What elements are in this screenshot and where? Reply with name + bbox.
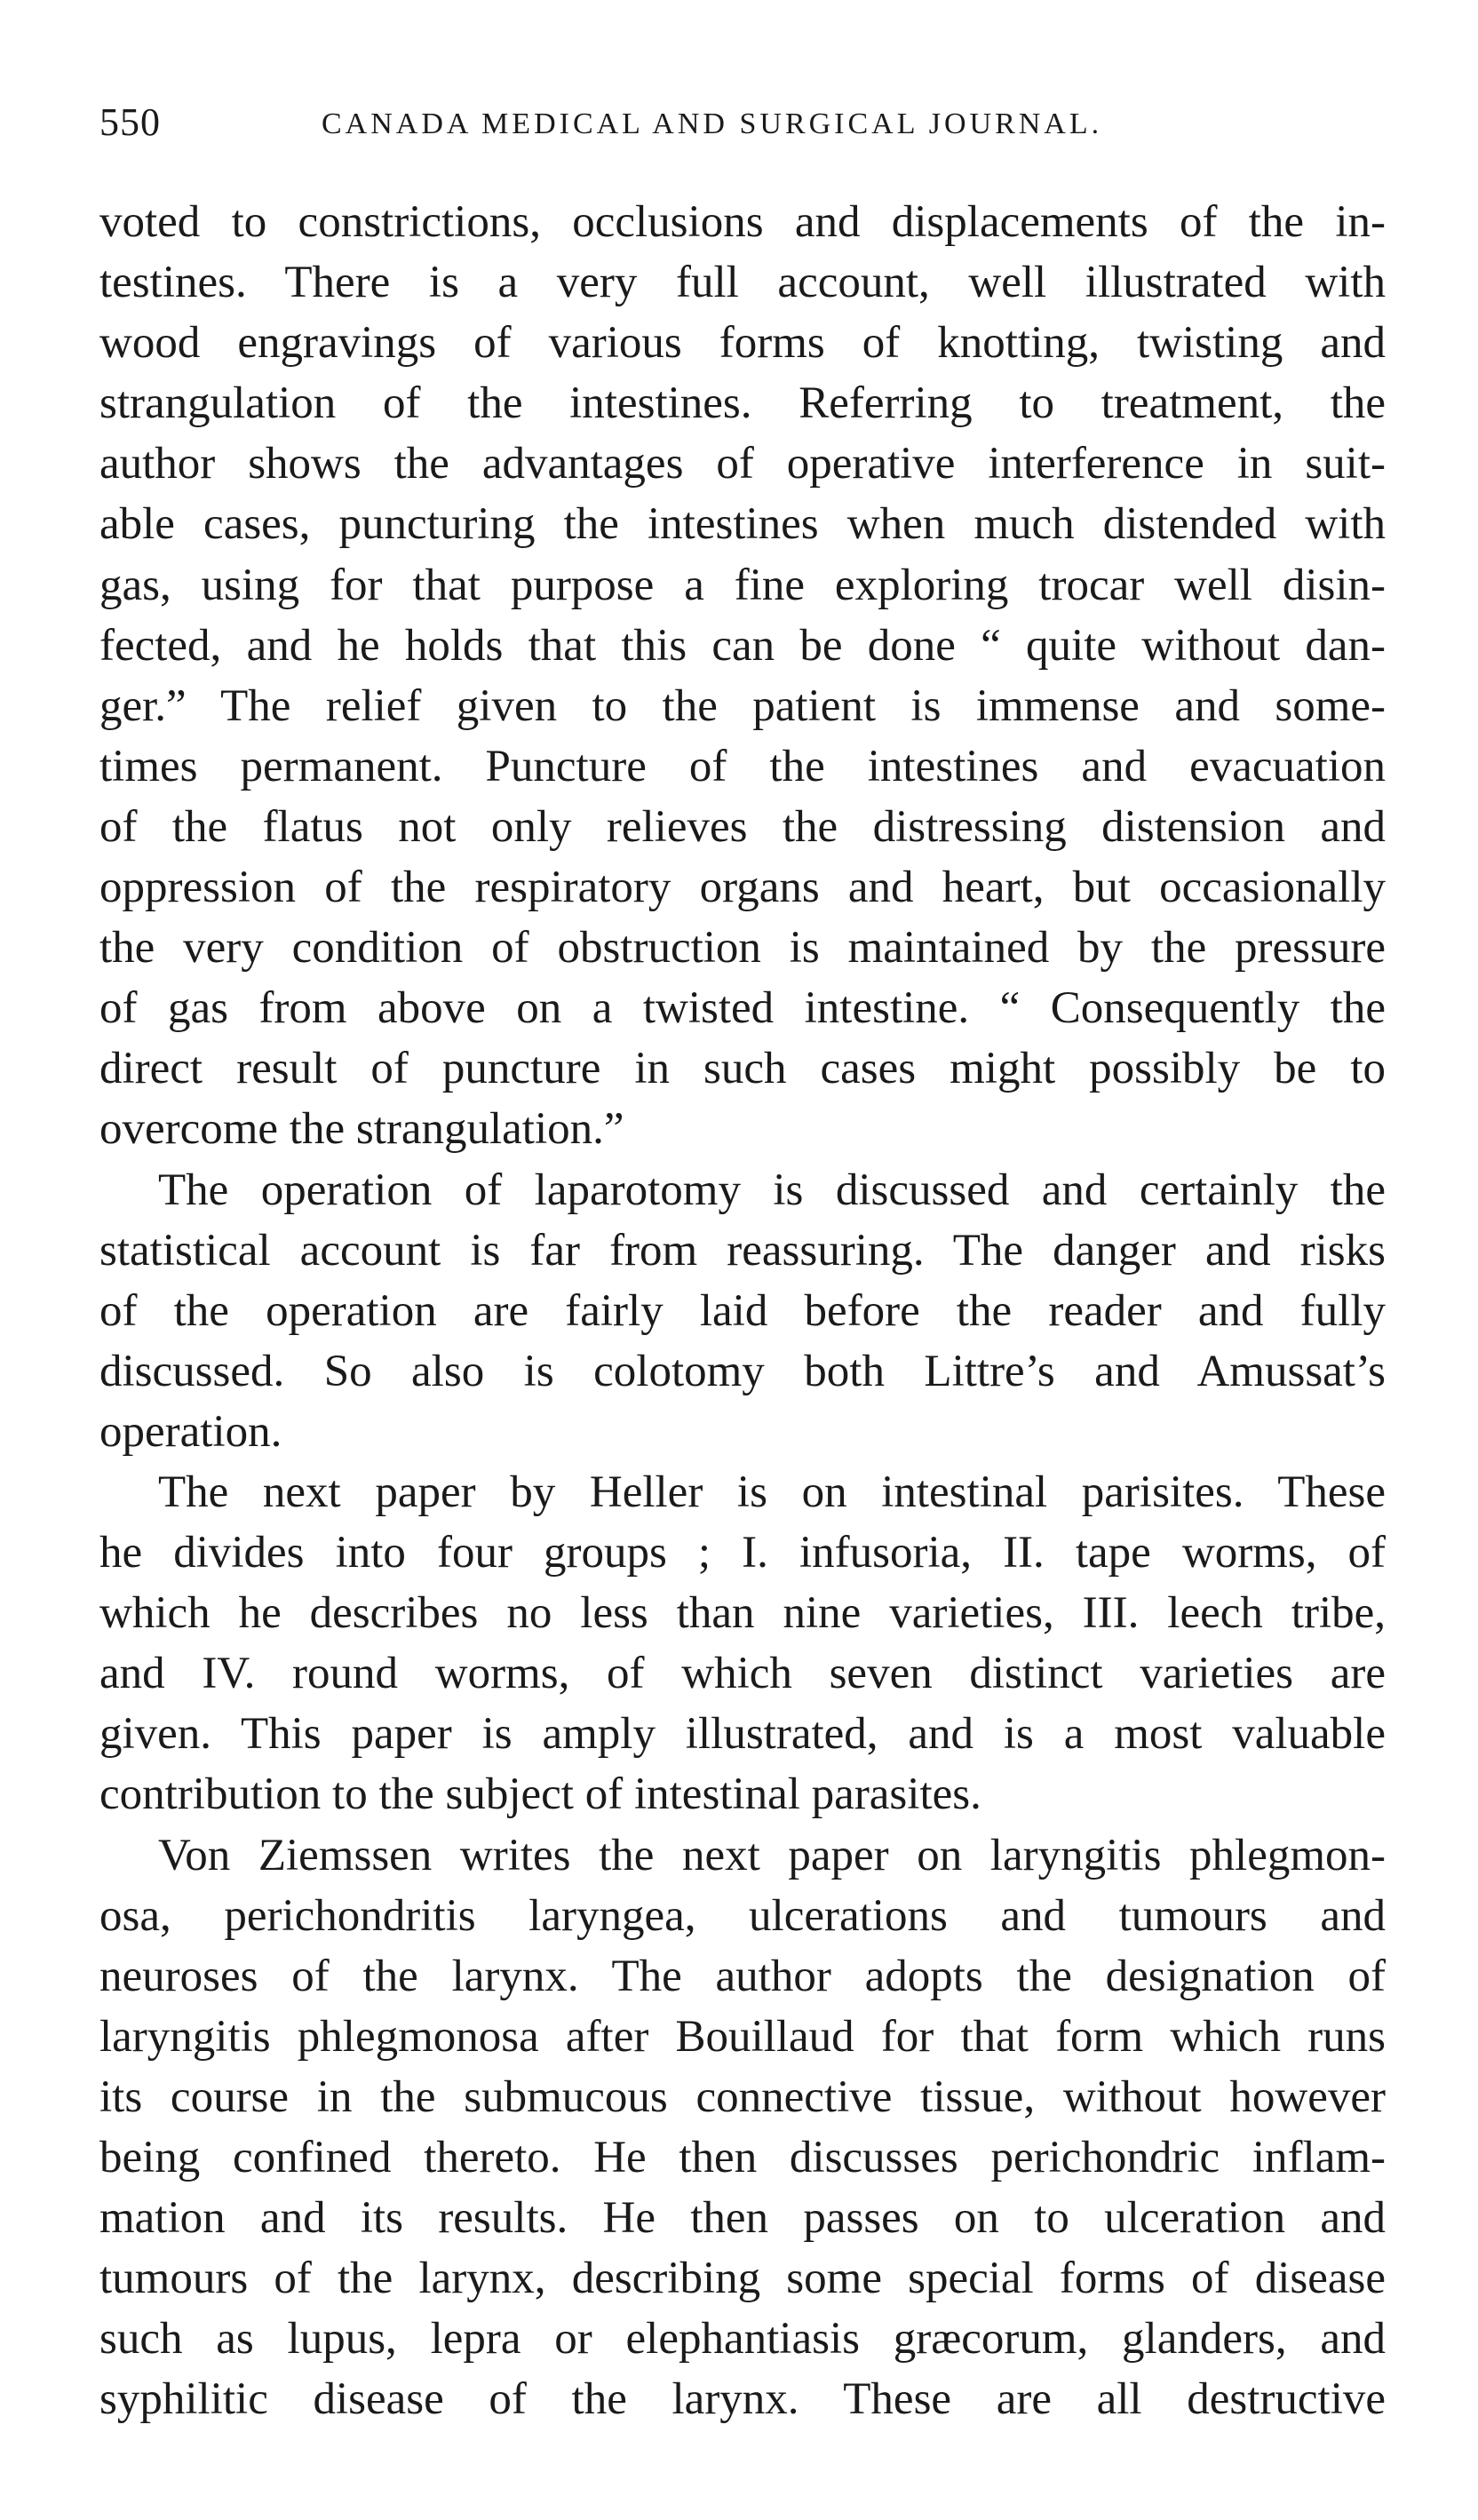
text-line: fected, and he holds that this can be done “ quite without dan-	[99, 620, 1386, 671]
text-line: being confined thereto. He then discusses perichondric inflam-	[99, 2133, 1386, 2182]
text-line: operation.	[99, 1406, 282, 1457]
paragraph-laparotomy	[99, 1160, 1386, 1462]
text-line: The operation of laparotomy is discussed and certainly the	[158, 1165, 1386, 1215]
text-line: of the operation are fairly laid before the reader and fully	[99, 1285, 1386, 1336]
text-line: laryngitis phlegmonosa after Bouillaud for that form which runs	[99, 2011, 1386, 2062]
text-line: oppression of the respiratory organs and heart, but occasionally	[99, 863, 1386, 913]
running-head: CANADA MEDICAL AND SURGICAL JOURNAL.	[322, 107, 1103, 140]
text-line: given. This paper is amply illustrated, and is a most valuable	[99, 1709, 1386, 1760]
text-line: which he describes no less than nine varieties, III. leech tribe,	[99, 1588, 1386, 1639]
text-line: its course in the submucous connective tissue, without however	[99, 2071, 1386, 2122]
paragraph-intestines	[99, 192, 1386, 1160]
text-line: direct result of puncture in such cases might possibly be to	[99, 1044, 1386, 1094]
page-number: 550	[99, 100, 161, 144]
text-line: the very condition of obstruction is maintained by the pressure	[99, 923, 1386, 974]
page-header	[99, 96, 1379, 149]
text-line: testines. There is a very full account, well illustrated with	[99, 258, 1386, 308]
text-line: strangulation of the intestines. Referring to treatment, the	[99, 378, 1386, 429]
text-line: overcome the strangulation.”	[99, 1104, 624, 1155]
text-line: osa, perichondritis laryngea, ulcerations and tumours and	[99, 1890, 1386, 1941]
paragraph-larynx	[99, 1825, 1386, 2430]
text-line: gas, using for that purpose a fine exploring trocar well disin-	[99, 560, 1386, 610]
paragraph-parasites	[99, 1462, 1386, 1825]
text-line: neuroses of the larynx. The author adopts the designation of	[99, 1951, 1386, 2001]
text-line: The next paper by Heller is on intestinal parisites. These	[158, 1467, 1386, 1517]
text-line: statistical account is far from reassuring. The danger and risks	[99, 1225, 1386, 1276]
text-line: he divides into four groups ; I. infusoria, II. tape worms, of	[99, 1528, 1386, 1578]
text-line: of gas from above on a twisted intestine. “ Consequently the	[99, 983, 1386, 1034]
text-line: of the flatus not only relieves the distressing distension and	[99, 801, 1386, 852]
text-line: and IV. round worms, of which seven distinct varieties are	[99, 1649, 1386, 1699]
text-line: mation and its results. He then passes on to ulceration and	[99, 2193, 1386, 2244]
text-line: Von Ziemssen writes the next paper on laryngitis phlegmon-	[158, 1830, 1386, 1880]
text-line: wood engravings of various forms of knotting, twisting and	[99, 318, 1386, 369]
text-line: times permanent. Puncture of the intestines and evacuation	[99, 741, 1386, 791]
text-line: syphilitic disease of the larynx. These are all destructive	[99, 2374, 1386, 2425]
text-line: voted to constrictions, occlusions and displacements of the in-	[99, 197, 1386, 247]
body-text	[99, 192, 1386, 2429]
text-line: discussed. So also is colotomy both Littre’s and Amussat’s	[99, 1346, 1386, 1396]
text-line: contribution to the subject of intestinal parasites.	[99, 1769, 981, 1820]
text-line: tumours of the larynx, describing some special forms of disease	[99, 2254, 1386, 2304]
text-line: ger.” The relief given to the patient is immense and some-	[99, 680, 1386, 731]
text-line: such as lupus, lepra or elephantiasis græcorum, glanders, and	[99, 2314, 1386, 2365]
text-line: able cases, puncturing the intestines when much distended with	[99, 499, 1386, 550]
text-line: author shows the advantages of operative interference in suit-	[99, 439, 1386, 489]
